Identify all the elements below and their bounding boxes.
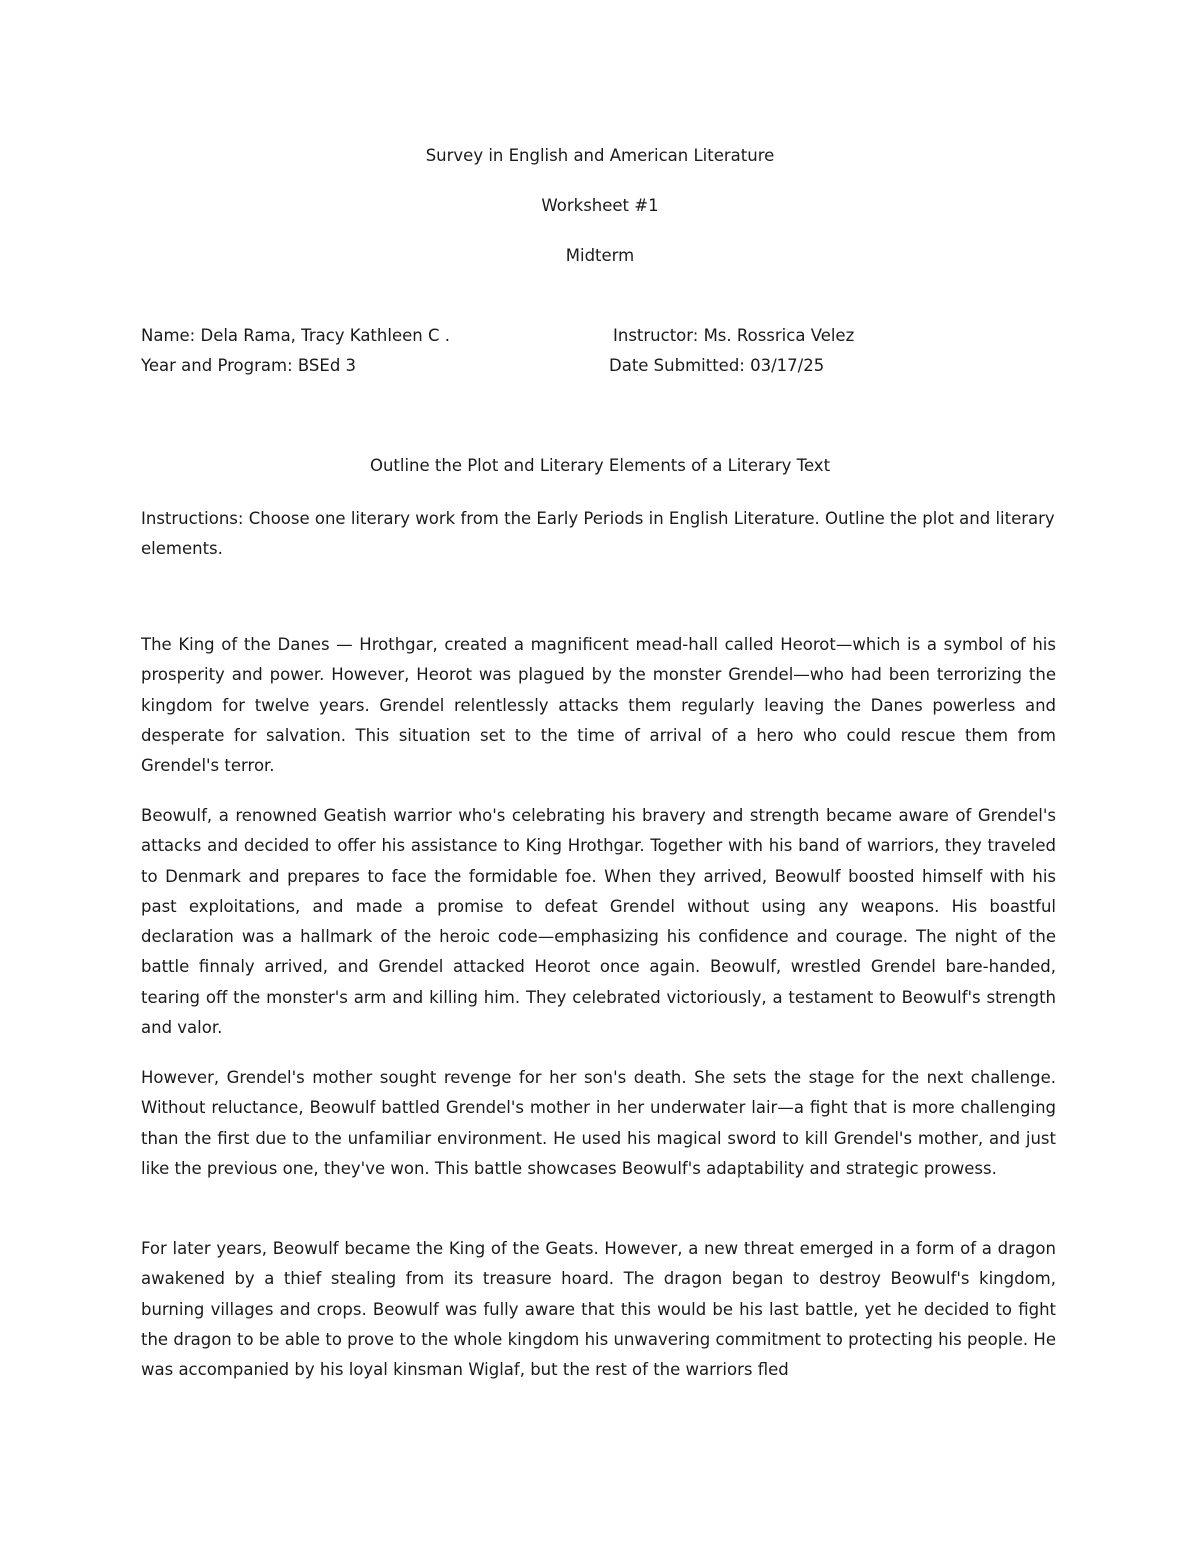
paragraph-1: The King of the Danes — Hrothgar, created a magnificent mead-hall called Heorot—which is a symbol of his prosperity and power. However, Heorot was plagued by the monster Grendel—who had been terrorizing the kingdom for twelve years. Grendel relentlessly attacks them regularly leaving the Danes powerless and desperate for salvation. This situation set to the time of arrival of a hero who could rescue them from Grendel's terror. bbox=[141, 635, 1056, 776]
paragraph-2: Beowulf, a renowned Geatish warrior who's celebrating his bravery and strength became aware of Grendel's attacks and decided to offer his assistance to King Hrothgar. Together with his band of warriors, they traveled to Denmark and prepares to face the formidable foe. When they arrived, Beowulf boosted himself with his past exploitations, and made a promise to defeat Grendel without using any weapons. His boastful declaration was a hallmark of the heroic code—emphasizing his confidence and courage. The night of the battle finnaly arrived, and Grendel attacked Heorot once again. Beowulf, wrestled Grendel bare-handed, tearing off the monster's arm and killing him. They celebrated victoriously, a testament to Beowulf's strength and valor. bbox=[141, 806, 1056, 1038]
worksheet-label: Worksheet #1 bbox=[541, 196, 659, 215]
paragraph-3: However, Grendel's mother sought revenge for her son's death. She sets the stage for the next challenge. Without reluctance, Beowulf battled Grendel's mother in her underwater lair—a fight that is more challenging than the first due to the unfamiliar environment. He used his magical sword to kill Grendel's mother, and just like the previous one, they've won. This battle showcases Beowulf's adaptability and strategic prowess. bbox=[141, 1068, 1056, 1178]
instructor-name: Instructor: Ms. Rossrica Velez bbox=[613, 326, 855, 345]
instructions: Instructions: Choose one literary work from the Early Periods in English Literature. Outline the plot and literary elements. bbox=[141, 509, 1055, 558]
year-program: Year and Program: BSEd 3 bbox=[141, 356, 357, 375]
date-submitted: Date Submitted: 03/17/25 bbox=[609, 356, 825, 375]
term-label: Midterm bbox=[565, 246, 635, 265]
course-title: Survey in English and American Literature bbox=[425, 146, 775, 165]
paragraph-4: For later years, Beowulf became the King of the Geats. However, a new threat emerged in a form of a dragon awakened by a thief stealing from its treasure hoard. The dragon began to destroy Beowulf's kingdom, burning villages and crops. Beowulf was fully aware that this would be his last battle, yet he decided to fight the dragon to be able to prove to the whole kingdom his unwavering commitment to protecting his people. He was accompanied by his loyal kinsman Wiglaf, but the rest of the warriors fled bbox=[141, 1239, 1056, 1380]
student-name: Name: Dela Rama, Tracy Kathleen C . bbox=[141, 326, 450, 345]
task-title: Outline the Plot and Literary Elements of a Literary Text bbox=[369, 456, 831, 475]
